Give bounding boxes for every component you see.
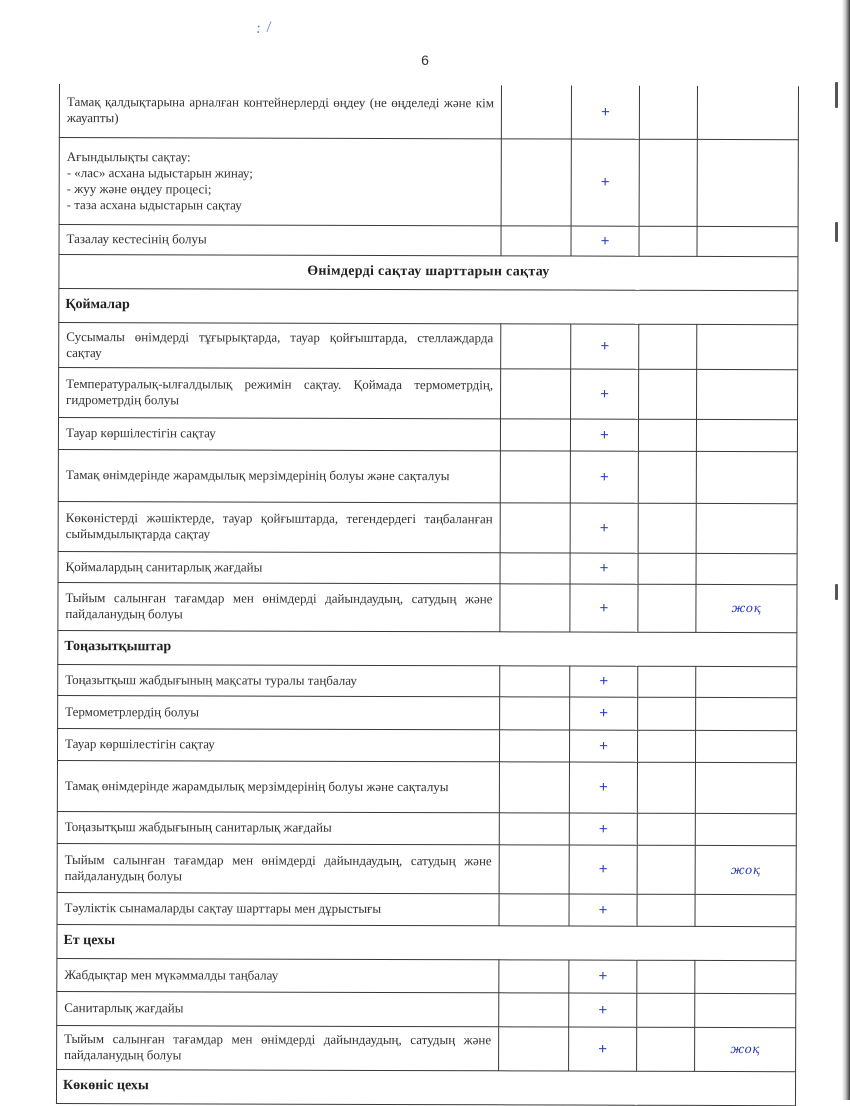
- checkmark: +: [571, 369, 639, 419]
- table-row: [58, 695, 797, 730]
- empty-cell: [500, 552, 570, 583]
- table-row: [58, 551, 797, 584]
- criterion-cell: Тамақ өнімдерінде жарамдылық мерзімдерінің болуы және сақталуы: [57, 760, 499, 812]
- checkmark: +: [569, 1027, 637, 1071]
- checkmark: +: [571, 324, 639, 369]
- criterion-cell: Тамақ қалдықтарына арналған контейнерлерді өңдеу (не өңделеді және кім жауапты): [59, 84, 501, 138]
- note-cell: [695, 894, 796, 926]
- table-row: [57, 991, 796, 1027]
- table-row: [57, 892, 796, 926]
- table-row: [57, 843, 796, 894]
- criterion-cell: Тыйым салынған тағамдар мен өнімдерді дайындаудың, сатудың және пайдаланудың болуы: [57, 843, 499, 893]
- empty-cell: [637, 730, 695, 762]
- note-cell: [695, 813, 796, 845]
- checkmark: +: [570, 697, 638, 730]
- empty-cell: [639, 139, 697, 226]
- checklist-table: [56, 84, 799, 1106]
- checkmark: +: [571, 86, 639, 139]
- empty-cell: [499, 893, 569, 925]
- empty-cell: [500, 665, 570, 696]
- criterion-cell: Тазалау кестесінің болуы: [59, 224, 501, 255]
- note-cell: [696, 553, 797, 584]
- note-cell: [696, 666, 797, 697]
- note-cell: [697, 86, 798, 139]
- subsection-title-meat-shop: Ет цехы: [57, 924, 796, 960]
- checkmark: +: [571, 226, 639, 256]
- subsection-title-warehouses: Қоймалар: [59, 288, 798, 324]
- criterion-cell: Санитарлық жағдайы: [57, 991, 499, 1026]
- empty-cell: [638, 697, 696, 730]
- note-cell-handwritten: жоқ: [696, 584, 797, 632]
- note-cell: [697, 226, 798, 256]
- empty-cell: [637, 845, 695, 894]
- checkmark: +: [569, 894, 637, 926]
- empty-cell: [638, 419, 696, 451]
- criterion-cell: Тыйым салынған тағамдар мен өнімдерді дайындаудың, сатудың және пайдаланудың болуы: [58, 582, 500, 631]
- note-cell: [697, 369, 798, 419]
- criterion-cell: Тауар көршілестігін сақтау: [58, 417, 500, 450]
- note-cell: [696, 503, 797, 553]
- empty-cell: [499, 729, 569, 761]
- section-header-row: [59, 254, 798, 290]
- empty-cell: [639, 369, 697, 419]
- table-row: [58, 449, 797, 503]
- checkmark: +: [570, 584, 638, 632]
- table-row: [57, 728, 796, 762]
- note-cell: [696, 451, 797, 503]
- subsection-header-row: [58, 630, 797, 666]
- checkmark: +: [570, 666, 638, 697]
- criterion-cell: Тоңазытқыш жабдығының мақсаты туралы таңбалау: [58, 664, 500, 696]
- empty-cell: [501, 85, 571, 138]
- table-row: [59, 137, 798, 226]
- criterion-cell: Ағындылықты сақтау: - «лас» асхана ыдыстарын жинау; - жуу және өңдеу процесі; - таза асхана ыдыстарын сақтау: [59, 137, 501, 225]
- checkmark: +: [569, 993, 637, 1027]
- empty-cell: [637, 813, 695, 845]
- empty-cell: [499, 992, 569, 1026]
- note-cell: [695, 730, 796, 762]
- checkmark: +: [571, 139, 639, 226]
- table-row: [58, 582, 797, 632]
- scan-edge-mark: [835, 222, 838, 242]
- checkmark: +: [570, 419, 638, 451]
- empty-cell: [500, 696, 570, 729]
- criterion-cell: Қоймалардың санитарлық жағдайы: [58, 551, 500, 583]
- empty-cell: [499, 812, 569, 844]
- criterion-cell: Сусымалы өнімдерді тұғырықтарда, тауар қойғыштарда, стеллаждарда сақтау: [59, 322, 501, 368]
- note-cell: [695, 960, 796, 993]
- note-cell-handwritten: жоқ: [695, 845, 796, 894]
- note-cell: [697, 324, 798, 369]
- criterion-cell: Тәуліктік сынамаларды сақтау шарттары мен дұрыстығы: [57, 892, 499, 925]
- empty-cell: [499, 844, 569, 893]
- scan-edge-shadow: [842, 0, 850, 1100]
- criterion-cell: Термометрлердің болуы: [58, 695, 500, 729]
- table-row: [57, 811, 796, 845]
- note-cell: [695, 762, 796, 813]
- empty-cell: [499, 959, 569, 992]
- checkmark: +: [569, 762, 637, 813]
- checkmark: +: [569, 960, 637, 993]
- table-row: [59, 84, 798, 139]
- empty-cell: [500, 450, 570, 502]
- empty-cell: [638, 503, 696, 553]
- table-row: [59, 322, 798, 369]
- checkmark: +: [570, 451, 638, 503]
- empty-cell: [499, 761, 569, 812]
- table-row: [59, 367, 798, 419]
- table-row: [59, 224, 798, 256]
- subsection-title-refrigerators: Тоңазытқыштар: [58, 630, 797, 666]
- criterion-cell: Көкөністерді жәшіктерде, тауар қойғыштарда, тегендердегі таңбаланған сыйымдылықтарда сақтау: [58, 501, 500, 552]
- table-row: [57, 958, 796, 993]
- subsection-header-row: [59, 288, 798, 324]
- scan-edge-mark: [835, 82, 838, 108]
- empty-cell: [638, 666, 696, 697]
- empty-cell: [501, 368, 571, 418]
- empty-cell: [501, 138, 571, 225]
- table-row: [58, 501, 797, 553]
- page-number: 6: [421, 52, 429, 68]
- note-cell-handwritten: жоқ: [695, 1027, 796, 1071]
- table-row: [58, 417, 797, 451]
- criterion-cell: Тауар көршілестігін сақтау: [57, 728, 499, 761]
- criterion-cell: Тамақ өнімдерінде жарамдылық мерзімдерінің болуы және сақталуы: [58, 449, 500, 502]
- criterion-cell: Жабдықтар мен мүкәммалды таңбалау: [57, 958, 499, 992]
- empty-cell: [637, 762, 695, 813]
- criterion-cell: Тыйым салынған тағамдар мен өнімдерді дайындаудың, сатудың және пайдаланудың болуы: [57, 1025, 499, 1070]
- note-cell: [696, 697, 797, 730]
- inspection-checklist: [56, 84, 798, 1106]
- empty-cell: [500, 418, 570, 450]
- table-row: [57, 1025, 796, 1071]
- subsection-header-row: [57, 924, 796, 960]
- criterion-cell: Температуралық-ылғалдылық режимін сақтау. Қоймада термометрдің, гидрометрдің болуы: [59, 367, 501, 418]
- scan-edge-mark: [835, 584, 838, 600]
- checkmark: +: [570, 553, 638, 584]
- empty-cell: [500, 502, 570, 552]
- note-cell: [696, 419, 797, 451]
- criterion-cell: Тоңазытқыш жабдығының санитарлық жағдайы: [57, 811, 499, 844]
- note-cell: [697, 139, 798, 226]
- empty-cell: [639, 226, 697, 256]
- empty-cell: [638, 451, 696, 503]
- empty-cell: [637, 1027, 695, 1071]
- empty-cell: [500, 583, 570, 631]
- table-row: [57, 760, 796, 813]
- empty-cell: [499, 1026, 569, 1070]
- empty-cell: [501, 225, 571, 255]
- empty-cell: [637, 960, 695, 993]
- empty-cell: [638, 553, 696, 584]
- empty-cell: [638, 584, 696, 632]
- checkmark: +: [569, 813, 637, 845]
- subsection-title-vegetable-shop: Көкөніс цехы: [56, 1069, 795, 1105]
- empty-cell: [637, 993, 695, 1027]
- empty-cell: [639, 86, 697, 139]
- checkmark: +: [569, 845, 637, 894]
- empty-cell: [637, 894, 695, 926]
- note-cell: [695, 993, 796, 1027]
- table-row: [58, 664, 797, 697]
- section-title: Өнімдерді сақтау шарттарын сақтау: [59, 254, 798, 290]
- checkmark: +: [570, 503, 638, 553]
- empty-cell: [501, 323, 571, 368]
- scan-mark: : /: [255, 19, 273, 37]
- checkmark: +: [569, 730, 637, 762]
- empty-cell: [639, 324, 697, 369]
